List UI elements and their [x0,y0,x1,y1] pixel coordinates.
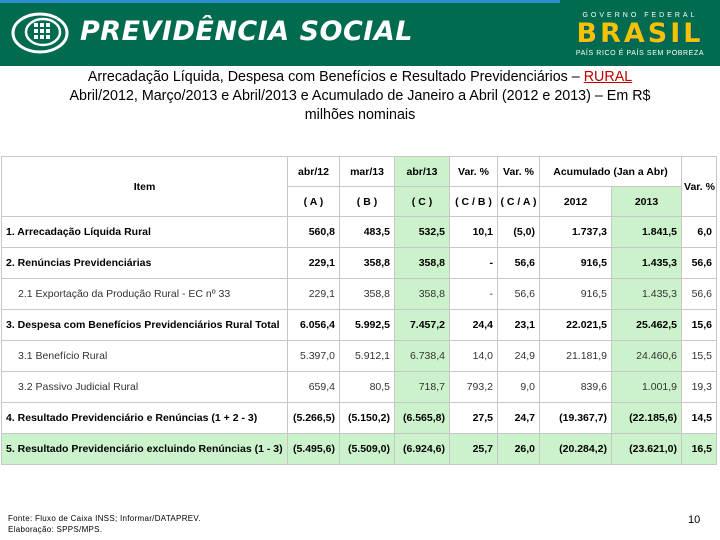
header-sub-a: ( A ) [288,187,340,217]
cell-var-acum: 19,3 [682,372,717,403]
header-var-cb: Var. % [450,157,498,187]
cell-mar13: (5.509,0) [340,434,395,465]
header-sub-cb: ( C / B ) [450,187,498,217]
cell-var-ca: 9,0 [498,372,540,403]
header-year-2013: 2013 [612,187,682,217]
cell-abr12: 229,1 [288,248,340,279]
header-item: Item [2,157,288,217]
cell-abr13: 358,8 [395,248,450,279]
cell-acum-2013: 25.462,5 [612,310,682,341]
header-abr12: abr/12 [288,157,340,187]
header-banner [0,0,720,66]
cell-acum-2013: 1.841,5 [612,217,682,248]
row-label: 3.1 Benefício Rural [2,341,288,372]
title-line2: Abril/2012, Março/2013 e Abril/2013 e Acumulado de Janeiro a Abril (2012 e 2013) – Em R$ [69,88,651,104]
cell-mar13: 80,5 [340,372,395,403]
cell-acum-2013: 1.435,3 [612,248,682,279]
cell-var-acum: 14,5 [682,403,717,434]
banner-top-line [0,0,560,3]
table-row [2,248,717,279]
cell-var-cb: 24,4 [450,310,498,341]
header-sub-ca: ( C / A ) [498,187,540,217]
table-row [2,310,717,341]
governo-federal-logo [568,8,712,60]
header-var-accumulated: Var. % [682,157,717,217]
cell-var-cb: 27,5 [450,403,498,434]
page-number: 10 [688,514,701,526]
cell-abr12: 5.397,0 [288,341,340,372]
title-highlight-rural: RURAL [583,69,633,85]
cell-abr13: (6.924,6) [395,434,450,465]
title-line1-prefix: Arrecadação Líquida, Despesa com Benefícios e Resultado Previdenciários – [87,69,584,85]
cell-abr12: (5.266,5) [288,403,340,434]
cell-mar13: 5.992,5 [340,310,395,341]
cell-var-ca: 24,9 [498,341,540,372]
table-row [2,372,717,403]
page-title [10,68,710,125]
source-note [8,513,201,535]
cell-acum-2012: 21.181,9 [540,341,612,372]
cell-abr12: 6.056,4 [288,310,340,341]
cell-var-cb: - [450,248,498,279]
cell-acum-2012: (20.284,2) [540,434,612,465]
cell-mar13: (5.150,2) [340,403,395,434]
cell-acum-2013: (22.185,6) [612,403,682,434]
cell-var-cb: 14,0 [450,341,498,372]
cell-mar13: 358,8 [340,279,395,310]
row-label: 1. Arrecadação Líquida Rural [2,217,288,248]
cell-var-acum: 16,5 [682,434,717,465]
cell-abr12: 560,8 [288,217,340,248]
cell-abr13: 358,8 [395,279,450,310]
cell-abr13: (6.565,8) [395,403,450,434]
banner-title: PREVIDÊNCIA SOCIAL [80,16,413,47]
row-label: 2.1 Exportação da Produção Rural - EC nº 33 [2,279,288,310]
cell-var-ca: 24,7 [498,403,540,434]
previdencia-logo-icon [10,11,70,55]
cell-var-acum: 56,6 [682,279,717,310]
cell-var-cb: 25,7 [450,434,498,465]
cell-abr13: 532,5 [395,217,450,248]
cell-var-acum: 56,6 [682,248,717,279]
gov-label: GOVERNO FEDERAL [582,12,698,19]
row-label: 4. Resultado Previdenciário e Renúncias (1 + 2 - 3) [2,403,288,434]
cell-var-acum: 15,6 [682,310,717,341]
prepared-by-line: Elaboração: SPPS/MPS. [8,525,103,534]
source-line: Fonte: Fluxo de Caixa INSS; Informar/DATAPREV. [8,514,201,523]
cell-var-ca: (5,0) [498,217,540,248]
header-abr13: abr/13 [395,157,450,187]
cell-var-cb: 793,2 [450,372,498,403]
table-row [2,279,717,310]
cell-abr13: 6.738,4 [395,341,450,372]
header-sub-b: ( B ) [340,187,395,217]
header-sub-c: ( C ) [395,187,450,217]
row-label: 5. Resultado Previdenciário excluindo Renúncias (1 - 3) [2,434,288,465]
title-line3: milhões nominais [304,107,416,123]
row-label: 3. Despesa com Benefícios Previdenciários Rural Total [2,310,288,341]
cell-abr13: 7.457,2 [395,310,450,341]
cell-mar13: 358,8 [340,248,395,279]
cell-var-ca: 56,6 [498,248,540,279]
cell-var-ca: 56,6 [498,279,540,310]
cell-var-ca: 23,1 [498,310,540,341]
cell-acum-2013: 24.460,6 [612,341,682,372]
header-var-ca: Var. % [498,157,540,187]
cell-acum-2012: 1.737,3 [540,217,612,248]
table-row [2,434,717,465]
cell-mar13: 5.912,1 [340,341,395,372]
cell-acum-2013: 1.001,9 [612,372,682,403]
cell-var-cb: - [450,279,498,310]
cell-acum-2013: 1.435,3 [612,279,682,310]
cell-abr12: 659,4 [288,372,340,403]
gov-brand: BRASIL [576,18,704,49]
row-label: 3.2 Passivo Judicial Rural [2,372,288,403]
row-label: 2. Renúncias Previdenciárias [2,248,288,279]
cell-acum-2012: 839,6 [540,372,612,403]
data-table [1,156,717,465]
header-year-2012: 2012 [540,187,612,217]
table-row [2,217,717,248]
cell-acum-2012: (19.367,7) [540,403,612,434]
cell-abr12: (5.495,6) [288,434,340,465]
table-row [2,403,717,434]
gov-slogan: PAÍS RICO É PAÍS SEM POBREZA [575,50,705,57]
cell-var-acum: 15,5 [682,341,717,372]
header-accumulated: Acumulado (Jan a Abr) [540,157,682,187]
header-mar13: mar/13 [340,157,395,187]
cell-var-cb: 10,1 [450,217,498,248]
table-row [2,341,717,372]
cell-acum-2012: 916,5 [540,279,612,310]
cell-acum-2012: 916,5 [540,248,612,279]
cell-mar13: 483,5 [340,217,395,248]
cell-abr13: 718,7 [395,372,450,403]
cell-acum-2012: 22.021,5 [540,310,612,341]
cell-var-acum: 6,0 [682,217,717,248]
cell-abr12: 229,1 [288,279,340,310]
cell-acum-2013: (23.621,0) [612,434,682,465]
cell-var-ca: 26,0 [498,434,540,465]
